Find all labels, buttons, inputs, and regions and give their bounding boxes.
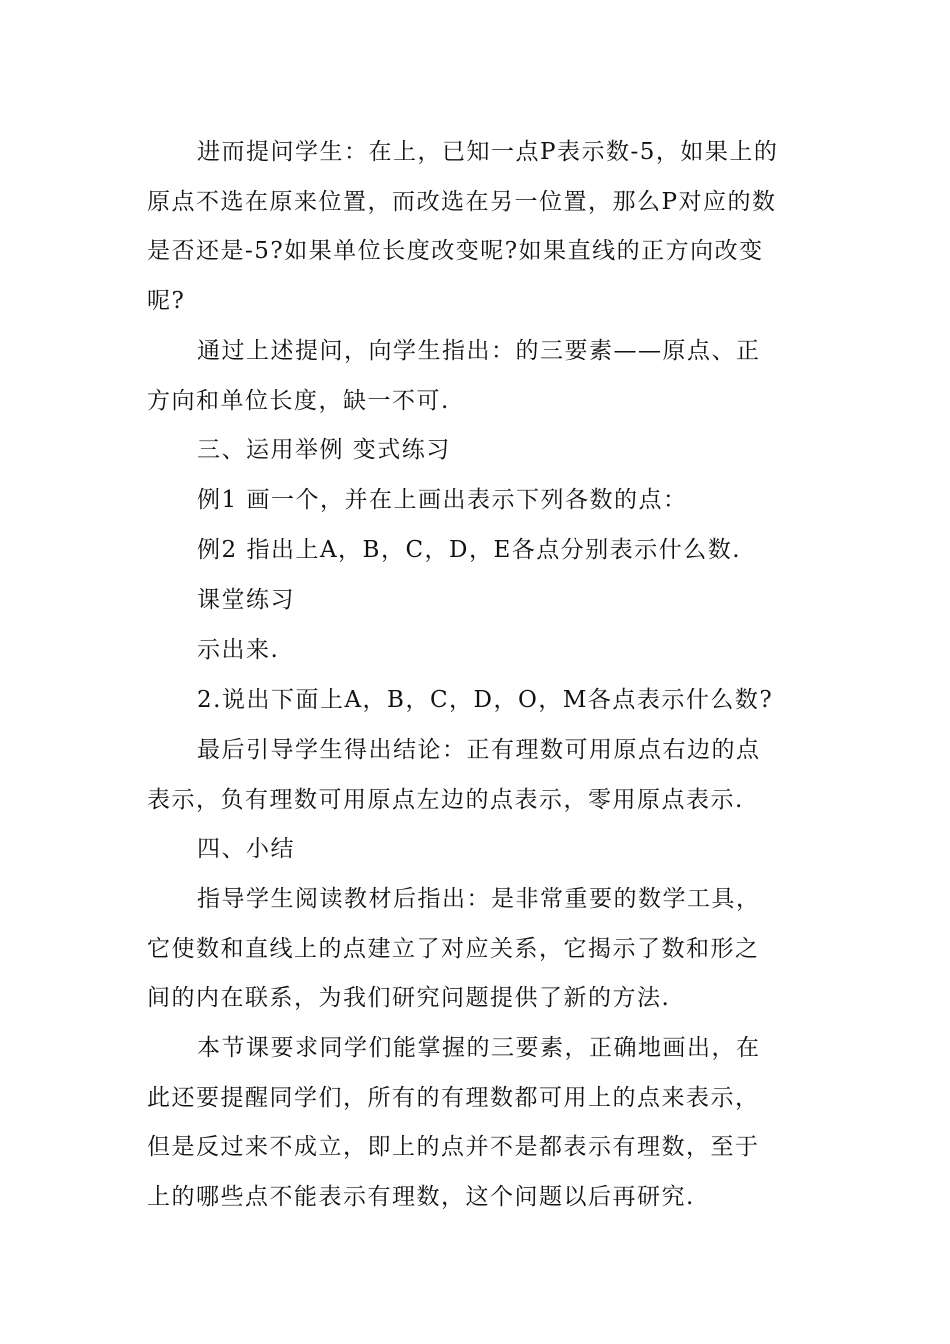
paragraph-conclusion — [147, 726, 809, 825]
text-line: 它使数和直线上的点建立了对应关系，它揭示了数和形之 — [147, 935, 760, 962]
text-line: 最后引导学生得出结论：正有理数可用原点右边的点 — [197, 737, 761, 763]
section-heading-classroom-practice — [147, 576, 809, 626]
paragraph-practice-1 — [147, 626, 809, 676]
text-line: 四、小结 — [197, 836, 295, 862]
text-line: 方向和单位长度，缺一不可. — [147, 387, 450, 414]
text-line: 原点不选在原来位置，而改选在另一位置，那么P对应的数 — [147, 188, 777, 215]
text-line: 课堂练习 — [197, 587, 295, 613]
text-line: 是否还是-5?如果单位长度改变呢?如果直线的正方向改变 — [147, 238, 764, 264]
paragraph-practice-2 — [147, 676, 809, 726]
paragraph-three-elements — [147, 327, 809, 426]
text-line: 但是反过来不成立，即上的点并不是都表示有理数，至于 — [147, 1134, 760, 1160]
section-heading-summary — [147, 825, 809, 875]
text-line: 通过上述提问，向学生指出：的三要素——原点、正 — [197, 338, 761, 364]
paragraph-question — [147, 128, 809, 326]
paragraph-summary — [147, 875, 809, 1024]
text-line: 表示，负有理数可用原点左边的点表示，零用原点表示. — [147, 786, 744, 813]
paragraph-example-2 — [147, 526, 809, 576]
text-line: 间的内在联系，为我们研究问题提供了新的方法. — [147, 985, 671, 1011]
text-line: 上的哪些点不能表示有理数，这个问题以后再研究. — [147, 1183, 695, 1210]
text-line: 本节课要求同学们能掌握的三要素，正确地画出，在 — [197, 1035, 761, 1061]
text-line: 2.说出下面上A，B，C，D，O，M各点表示什么数? — [197, 687, 774, 713]
text-line: 呢? — [147, 287, 186, 314]
text-line: 此还要提醒同学们，所有的有理数都可用上的点来表示， — [147, 1084, 760, 1111]
text-line: 示出来. — [197, 637, 280, 663]
paragraph-lesson-requirements — [147, 1024, 809, 1222]
text-line: 例1 画一个，并在上画出表示下列各数的点： — [197, 487, 688, 513]
paragraph-example-1 — [147, 476, 809, 526]
section-heading-examples — [147, 426, 809, 476]
text-line: 例2 指出上A，B，C，D，E各点分别表示什么数. — [197, 537, 742, 563]
text-line: 进而提问学生：在上，已知一点P表示数-5，如果上的 — [197, 139, 779, 165]
text-line: 三、运用举例 变式练习 — [197, 437, 451, 463]
text-line: 指导学生阅读教材后指出：是非常重要的数学工具， — [197, 886, 761, 912]
